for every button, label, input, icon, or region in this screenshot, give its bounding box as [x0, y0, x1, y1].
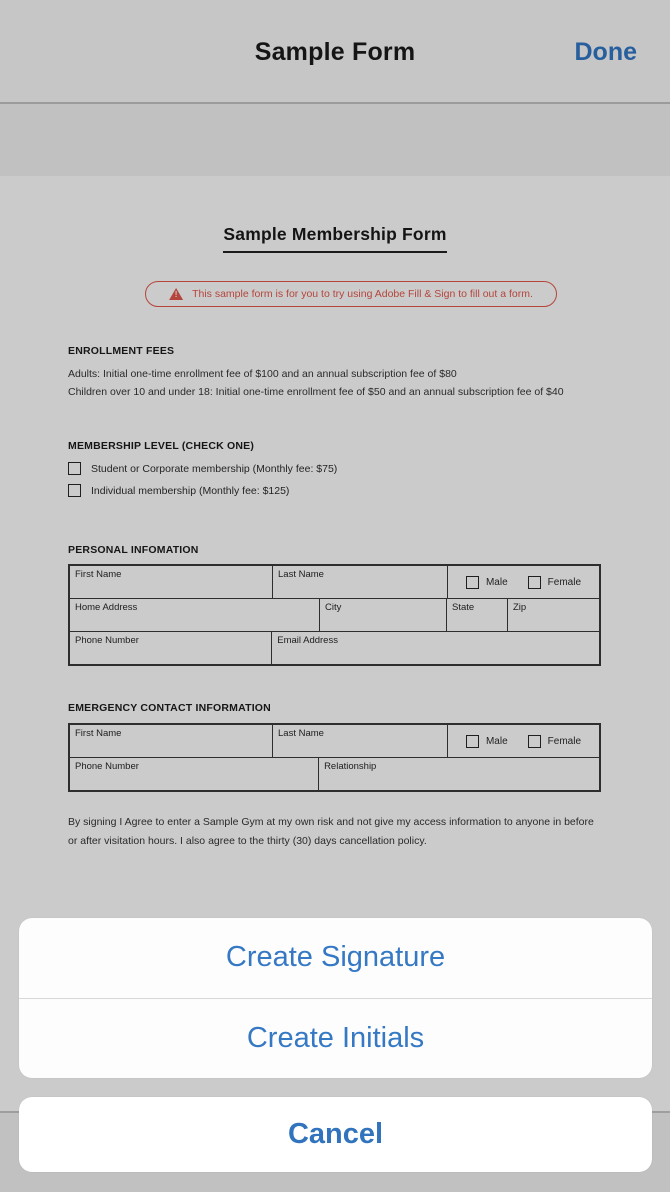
navbar — [0, 0, 670, 104]
student-checkbox[interactable] — [68, 462, 81, 475]
sample-warning-banner — [145, 281, 557, 307]
table-row — [70, 631, 599, 664]
female-checkbox[interactable] — [528, 576, 541, 589]
emergency-heading: EMERGENCY CONTACT INFORMATION — [68, 702, 271, 714]
warning-icon — [169, 288, 183, 300]
male-label: Male — [485, 576, 508, 588]
emergency-first-name-field[interactable]: First Name — [75, 728, 122, 739]
create-initials-button[interactable]: Create Initials — [19, 998, 652, 1079]
phone-number-field[interactable]: Phone Number — [75, 635, 139, 646]
email-address-field[interactable]: Email Address — [271, 632, 599, 664]
zip-field[interactable]: Zip — [507, 599, 599, 631]
emergency-female-label: Female — [547, 735, 582, 747]
female-label: Female — [547, 576, 582, 588]
table-row — [70, 725, 599, 757]
first-name-field[interactable]: First Name — [75, 569, 122, 580]
home-address-field[interactable]: Home Address — [75, 602, 138, 613]
state-field[interactable]: State — [446, 599, 507, 631]
enrollment-line-adults: Adults: Initial one-time enrollment fee of $100 and an annual subscription fee of $80 — [68, 368, 457, 380]
membership-heading: MEMBERSHIP LEVEL (CHECK ONE) — [68, 440, 255, 452]
membership-option-individual — [68, 484, 289, 497]
document-title-wrap — [0, 224, 670, 253]
agreement-text: By signing I Agree to enter a Sample Gym at my own risk and not give my access information to anyone in before or after visitation hours. I also agree to the thirty (30) days cancellation policy. — [68, 816, 594, 847]
emergency-contact-table — [68, 723, 601, 792]
emergency-phone-field[interactable]: Phone Number — [75, 761, 139, 772]
gender-field — [447, 566, 599, 598]
individual-checkbox[interactable] — [68, 484, 81, 497]
cancel-button[interactable]: Cancel — [19, 1097, 652, 1172]
relationship-field[interactable]: Relationship — [318, 758, 599, 790]
table-row — [70, 598, 599, 631]
document-title: Sample Membership Form — [223, 224, 446, 253]
emergency-female-checkbox[interactable] — [528, 735, 541, 748]
emergency-last-name-field[interactable]: Last Name — [272, 725, 447, 757]
personal-heading: PERSONAL INFOMATION — [68, 544, 199, 556]
enrollment-line-children: Children over 10 and under 18: Initial one-time enrollment fee of $50 and an annual subscription fee of $40 — [68, 386, 564, 398]
individual-option-label: Individual membership (Monthly fee: $125) — [91, 484, 290, 497]
membership-option-student — [68, 462, 337, 475]
emergency-gender-field — [447, 725, 599, 757]
document-margin-top — [0, 104, 670, 176]
create-signature-button[interactable]: Create Signature — [19, 918, 652, 998]
done-button[interactable]: Done — [574, 38, 637, 66]
warning-text: This sample form is for you to try using Adobe Fill & Sign to fill out a form. — [192, 288, 533, 300]
table-row — [70, 566, 599, 598]
personal-info-table — [68, 564, 601, 666]
last-name-field[interactable]: Last Name — [272, 566, 447, 598]
page-title: Sample Form — [254, 38, 416, 66]
action-sheet — [19, 918, 652, 1078]
emergency-male-checkbox[interactable] — [466, 735, 479, 748]
table-row — [70, 757, 599, 790]
emergency-male-label: Male — [485, 735, 508, 747]
male-checkbox[interactable] — [466, 576, 479, 589]
student-option-label: Student or Corporate membership (Monthly fee: $75) — [91, 462, 338, 475]
enrollment-heading: ENROLLMENT FEES — [68, 345, 175, 357]
city-field[interactable]: City — [319, 599, 446, 631]
